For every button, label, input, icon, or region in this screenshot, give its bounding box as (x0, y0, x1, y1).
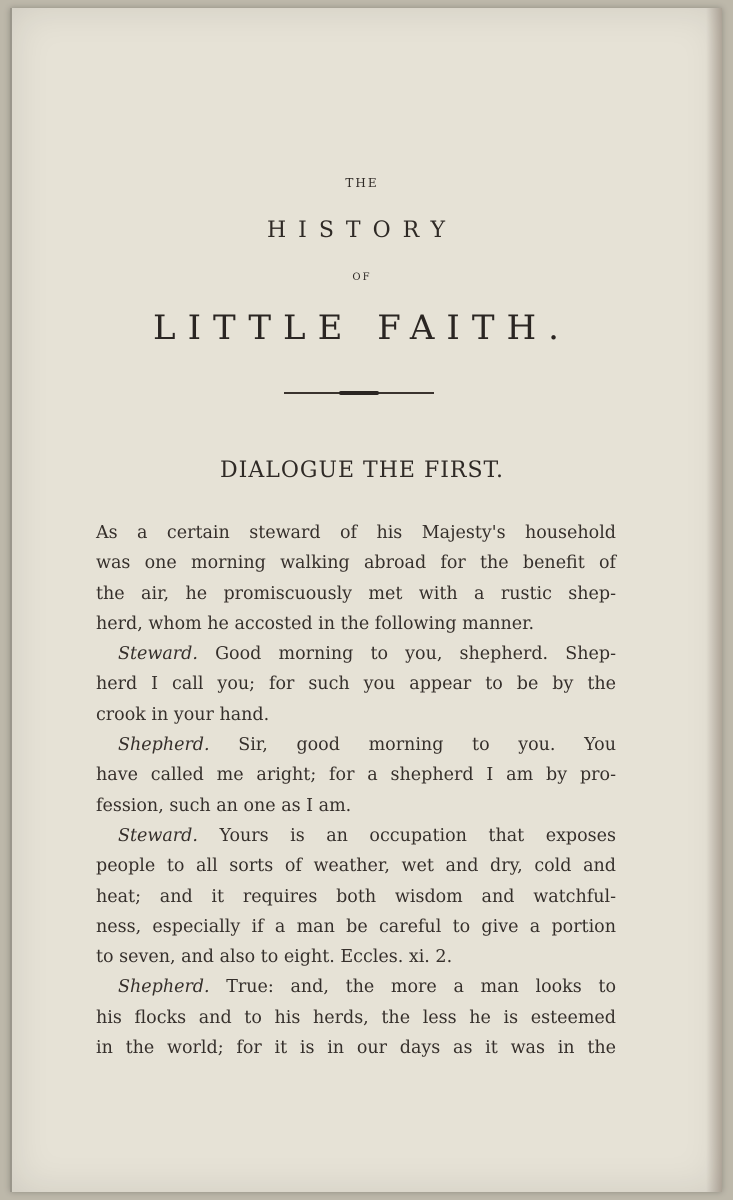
ornamental-rule (284, 392, 434, 394)
text-line (96, 700, 616, 730)
text-line (96, 518, 616, 548)
text-line (96, 972, 616, 1002)
text-line (96, 639, 616, 669)
text-line (96, 912, 616, 942)
speaker-name: Steward. (118, 644, 198, 665)
title-history: HISTORY (266, 218, 458, 243)
text-line (96, 669, 616, 699)
text-line (96, 1003, 616, 1033)
text-line (96, 730, 616, 760)
line-text: fession, such an one as I am. (96, 795, 352, 816)
line-text: heat; and it requires both wisdom and watchful- (96, 886, 616, 907)
title-of: OF (352, 272, 372, 283)
line-text: crook in your hand. (96, 704, 270, 725)
line-text: ness, especially if a man be careful to give a portion (96, 916, 616, 937)
text-line (96, 882, 616, 912)
line-text: herd, whom he accosted in the following manner. (96, 613, 535, 634)
section-title: DIALOGUE THE FIRST. (220, 458, 504, 483)
line-text: have called me aright; for a shepherd I am by pro- (96, 765, 616, 786)
speaker-name: Steward. (118, 825, 198, 846)
line-text: the air, he promiscuously met with a rustic shep- (96, 583, 616, 604)
line-text: people to all sorts of weather, wet and dry, cold and (96, 856, 616, 877)
body-text (96, 518, 616, 1063)
book-page (10, 8, 722, 1192)
book-title: LITTLE FAITH. (153, 308, 571, 348)
line-text: True: and, the more a man looks to (226, 977, 616, 998)
text-line (96, 791, 616, 821)
line-text: herd I call you; for such you appear to be by the (96, 674, 616, 695)
line-text: was one morning walking abroad for the benefit of (96, 553, 616, 574)
show-through-text (102, 108, 622, 488)
line-text: his flocks and to his herds, the less he is esteemed (96, 1007, 616, 1028)
title-the: THE (345, 176, 379, 190)
text-line (96, 548, 616, 578)
line-text: As a certain steward of his Majesty's household (96, 523, 616, 543)
text-line (96, 760, 616, 790)
text-line (96, 851, 616, 881)
line-text: in the world; for it is in our days as it was in the (96, 1038, 616, 1059)
text-line (96, 1033, 616, 1063)
line-text: to seven, and also to eight. Eccles. xi. 2. (96, 947, 453, 968)
line-text: Yours is an occupation that exposes (219, 825, 616, 846)
text-line (96, 579, 616, 609)
text-line (96, 942, 616, 972)
line-text: Good morning to you, shepherd. Shep- (215, 644, 616, 665)
speaker-name: Shepherd. (118, 735, 210, 756)
text-line (96, 609, 616, 639)
text-line (96, 821, 616, 851)
speaker-name: Shepherd. (118, 977, 210, 998)
line-text: Sir, good morning to you. You (238, 735, 616, 756)
